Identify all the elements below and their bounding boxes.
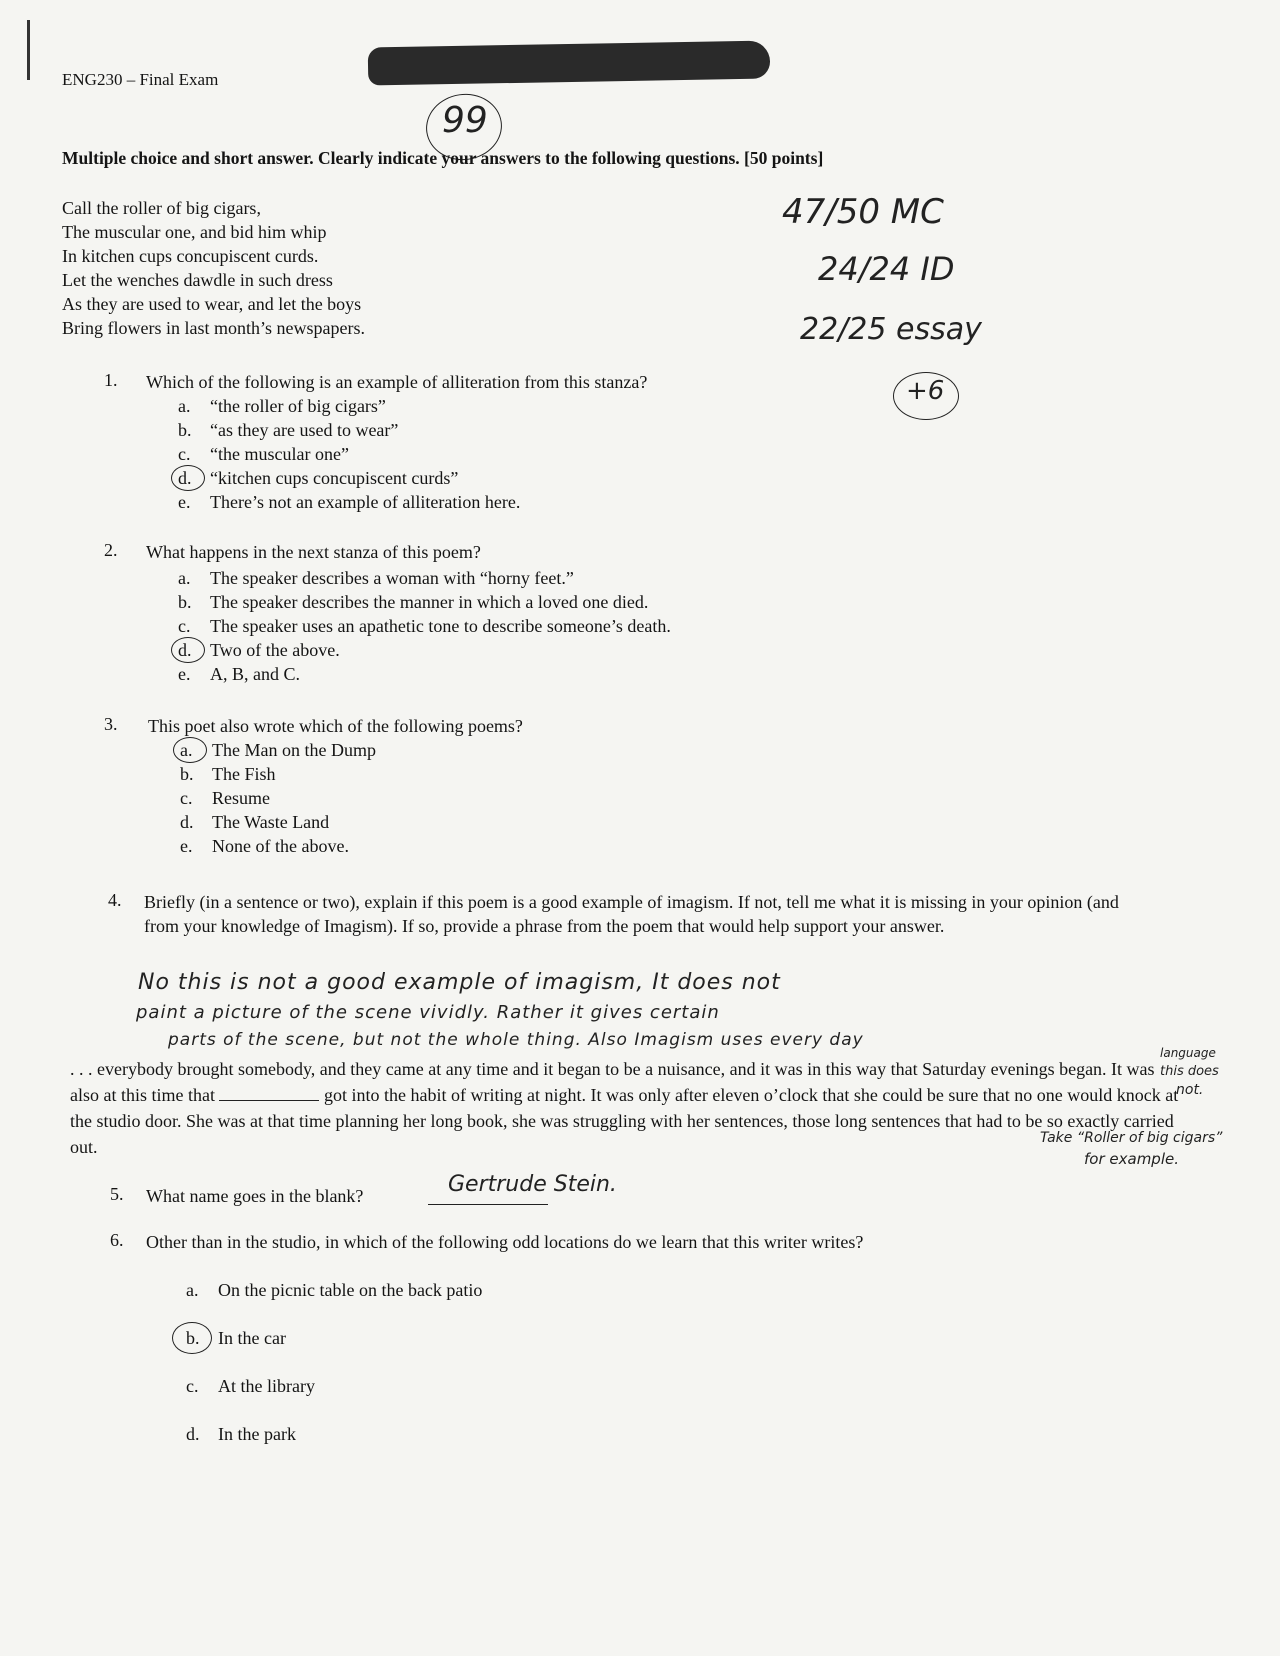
option-a[interactable] xyxy=(178,394,386,418)
option-text: Resume xyxy=(212,788,270,808)
option-e[interactable] xyxy=(178,662,300,686)
question-number: 5. xyxy=(110,1184,124,1204)
option-letter: e. xyxy=(178,492,191,512)
question-text: Briefly (in a sentence or two), explain if this poem is a good example of imagism. If not, tell me what it is missing in your opinion (and from your knowledge of Imagism). If so, provide a phrase from the poem that would help support your answer. xyxy=(144,892,1119,936)
option-d[interactable] xyxy=(178,466,458,490)
question-number: 2. xyxy=(104,540,118,560)
option-letter: b. xyxy=(180,764,194,784)
option-letter: d. xyxy=(186,1424,200,1444)
option-b[interactable] xyxy=(178,418,398,442)
option-a[interactable] xyxy=(178,566,574,590)
passage-text: . . . everybody brought somebody, and they came at any time and it began to be a nuisance, and it was in this way that Saturday evenings began. It was also at this time that xyxy=(70,1059,1155,1105)
course-title: ENG230 – Final Exam xyxy=(62,70,219,89)
option-text: None of the above. xyxy=(212,836,349,856)
option-letter: a. xyxy=(178,396,191,416)
poem-line: The muscular one, and bid him whip xyxy=(62,222,327,242)
question-number: 1. xyxy=(104,370,118,390)
name-blank xyxy=(219,1086,319,1101)
question-text: What name goes in the blank? xyxy=(146,1186,364,1206)
poem-line: Let the wenches dawdle in such dress xyxy=(62,270,333,290)
option-text: “the muscular one” xyxy=(210,444,349,464)
selected-answer-circle xyxy=(173,737,207,763)
option-text: “the roller of big cigars” xyxy=(210,396,386,416)
score-handwritten: 99 xyxy=(442,100,488,141)
option-text: The speaker describes a woman with “horny feet.” xyxy=(210,568,574,588)
question-number: 4. xyxy=(108,890,122,910)
question-number: 3. xyxy=(104,714,118,734)
page-edge-mark xyxy=(27,20,30,80)
option-letter: c. xyxy=(180,788,193,808)
poem-line: Call the roller of big cigars, xyxy=(62,198,261,218)
option-e[interactable] xyxy=(180,834,349,858)
option-text: The Fish xyxy=(212,764,276,784)
instructions: Multiple choice and short answer. Clearly indicate your answers to the following questions. [50 points] xyxy=(62,148,824,168)
grade-mc: 47/50 MC xyxy=(782,192,944,232)
grade-id: 24/24 ID xyxy=(818,250,955,288)
redacted-name xyxy=(368,40,771,85)
option-text: In the park xyxy=(218,1424,296,1444)
option-letter: d. xyxy=(180,812,194,832)
option-c[interactable] xyxy=(178,614,671,638)
example-note: for example. xyxy=(1084,1150,1179,1168)
option-c[interactable] xyxy=(186,1374,315,1398)
option-text: There’s not an example of alliteration here. xyxy=(210,492,521,512)
selected-answer-circle xyxy=(172,1322,212,1354)
option-letter: c. xyxy=(186,1376,199,1396)
option-letter: a. xyxy=(186,1280,199,1300)
handwritten-answer-line: paint a picture of the scene vividly. Rather it gives certain xyxy=(136,1002,720,1023)
option-c[interactable] xyxy=(180,786,270,810)
handwritten-answer-line: No this is not a good example of imagism, It does not xyxy=(138,970,781,995)
selected-answer-circle xyxy=(171,465,205,491)
question-number: 6. xyxy=(110,1230,124,1250)
option-letter: e. xyxy=(178,664,191,684)
option-text: The speaker uses an apathetic tone to describe someone’s death. xyxy=(210,616,671,636)
option-letter: b. xyxy=(186,1328,200,1348)
option-letter: b. xyxy=(178,592,192,612)
option-letter: c. xyxy=(178,616,191,636)
option-text: The speaker describes the manner in which a loved one died. xyxy=(210,592,649,612)
option-text: At the library xyxy=(218,1376,315,1396)
option-text: In the car xyxy=(218,1328,286,1348)
handwritten-answer-line: parts of the scene, but not the whole thing. Also Imagism uses every day xyxy=(168,1030,864,1050)
option-e[interactable] xyxy=(178,490,520,514)
question-text: Which of the following is an example of alliteration from this stanza? xyxy=(146,372,648,392)
passage-text: got into the habit of writing at night. It was only after eleven o’clock that she could be sure that no one would knock at the studio door. She was at that time planning her long book, she was struggling with her sentences, those long sentences that had to be so exactly carried out. xyxy=(70,1085,1179,1157)
option-b[interactable] xyxy=(178,590,648,614)
example-note: Take “Roller of big cigars” xyxy=(1040,1130,1223,1146)
poem-line: In kitchen cups concupiscent curds. xyxy=(62,246,319,266)
question-text: What happens in the next stanza of this poem? xyxy=(146,542,481,562)
option-letter: a. xyxy=(180,740,193,760)
option-text: On the picnic table on the back patio xyxy=(218,1280,483,1300)
option-text: The Man on the Dump xyxy=(212,740,376,760)
selected-answer-circle xyxy=(171,637,205,663)
option-letter: d. xyxy=(178,468,192,488)
option-text: A, B, and C. xyxy=(210,664,300,684)
passage xyxy=(70,1056,1185,1160)
question-text: Other than in the studio, in which of the following odd locations do we learn that this writer writes? xyxy=(146,1232,864,1252)
answer-blank-line xyxy=(428,1204,548,1205)
option-letter: c. xyxy=(178,444,191,464)
option-text: “kitchen cups concupiscent curds” xyxy=(210,468,459,488)
grade-essay: 22/25 essay xyxy=(800,312,982,347)
option-letter: d. xyxy=(178,640,192,660)
poem-line: As they are used to wear, and let the boys xyxy=(62,294,362,314)
question-text: This poet also wrote which of the following poems? xyxy=(148,716,523,736)
option-letter: b. xyxy=(178,420,192,440)
margin-note: this does xyxy=(1160,1064,1219,1079)
option-d[interactable] xyxy=(180,810,329,834)
option-letter: a. xyxy=(178,568,191,588)
option-a[interactable] xyxy=(186,1278,482,1302)
option-text: The Waste Land xyxy=(212,812,330,832)
grade-bonus: +6 xyxy=(906,376,945,406)
option-c[interactable] xyxy=(178,442,349,466)
margin-note: language xyxy=(1160,1046,1216,1060)
handwritten-answer[interactable]: Gertrude Stein. xyxy=(448,1172,617,1197)
option-b[interactable] xyxy=(180,762,276,786)
option-text: Two of the above. xyxy=(210,640,340,660)
option-text: “as they are used to wear” xyxy=(210,420,399,440)
margin-note: not. xyxy=(1176,1082,1204,1098)
option-a[interactable] xyxy=(180,738,376,762)
poem-line: Bring flowers in last month’s newspapers. xyxy=(62,318,365,338)
option-letter: e. xyxy=(180,836,193,856)
option-d[interactable] xyxy=(186,1422,296,1446)
